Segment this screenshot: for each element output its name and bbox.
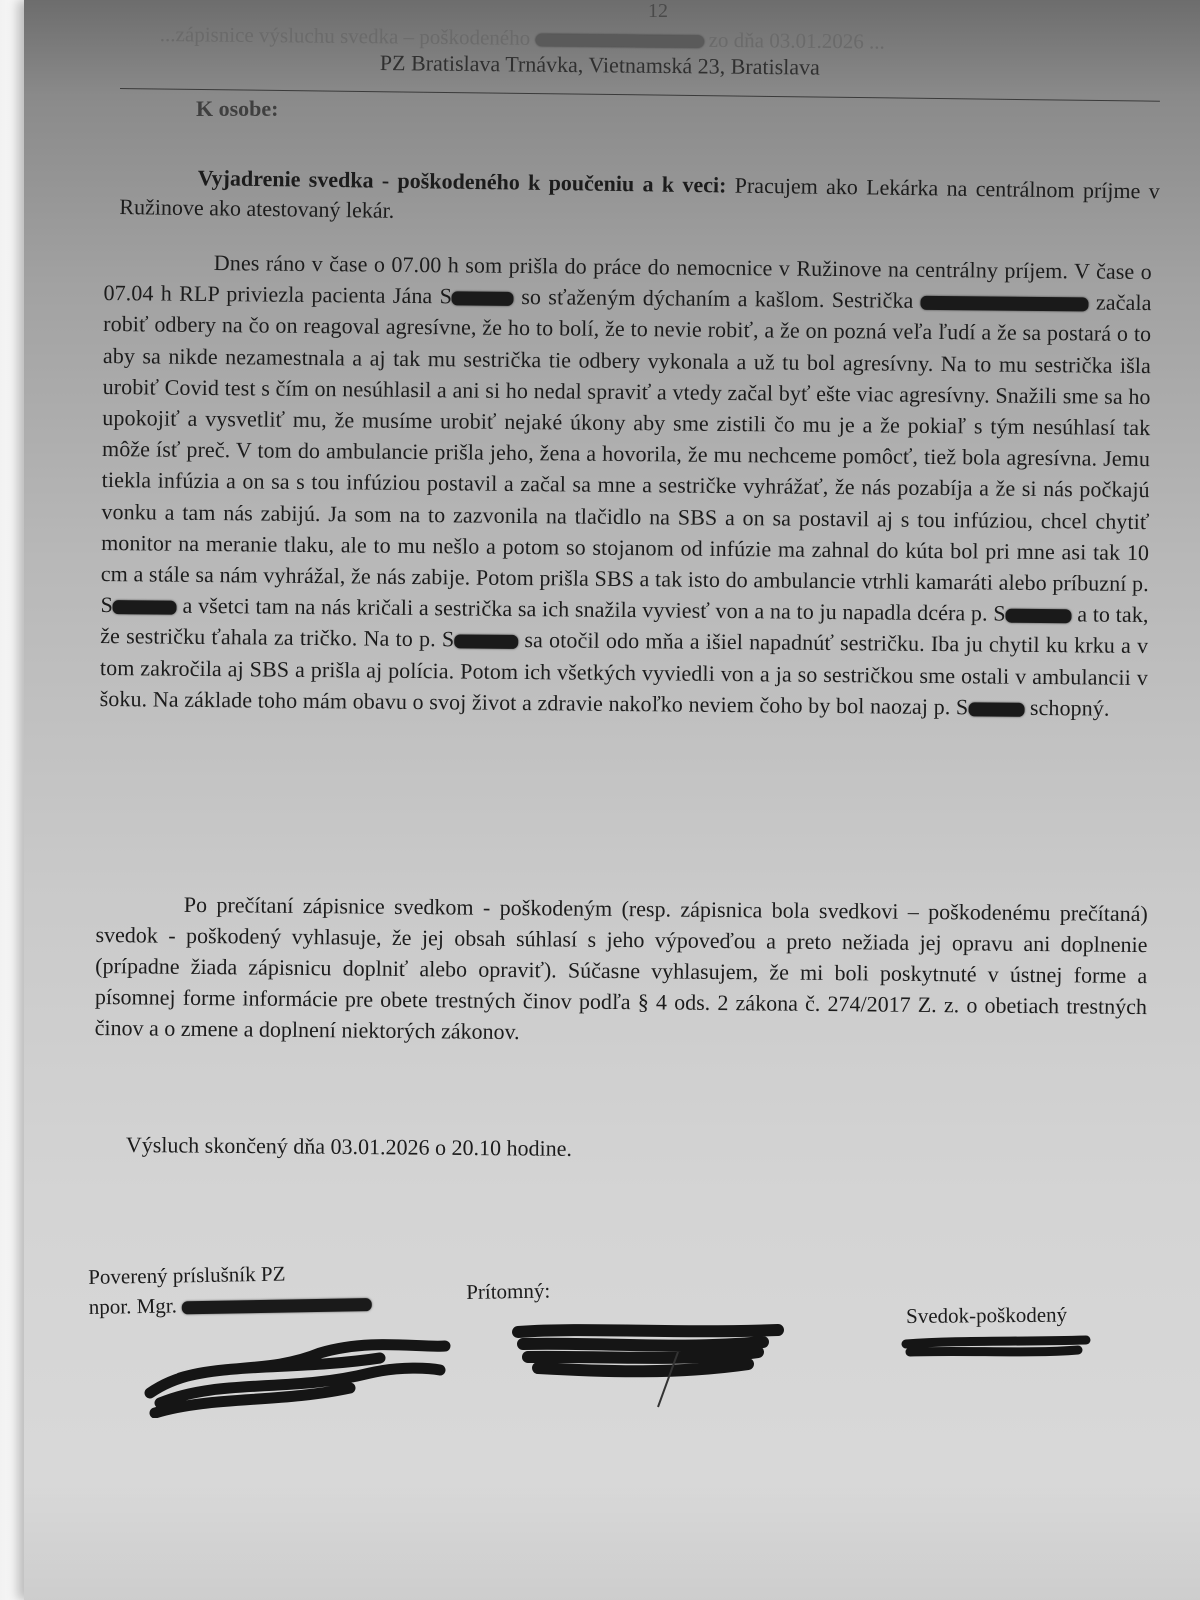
- testimony-text-1: Dnes ráno v čase o 07.00 h som prišla do práce do nemocnice v Ružinove na centrálny príjem. V čase o 07.04 h RLP priviezla pacienta Jána S: [103, 250, 1152, 309]
- header-date-text: zo dňa 03.01.2026 ...: [708, 27, 885, 54]
- testimony-text-4: a všetci tam na nás kričali a sestrička sa ich snažila vyviesť von a na to ju napadla dcéra p. S: [176, 592, 1006, 626]
- redaction-mark: [921, 296, 1089, 312]
- redaction-mark: [113, 600, 177, 615]
- section-heading: K osobe:: [196, 96, 279, 121]
- present-signature-block: [466, 1279, 550, 1305]
- redaction-mark: [454, 635, 518, 650]
- officer-name: npor. Mgr.: [88, 1293, 178, 1319]
- officer-signature-block: [88, 1257, 372, 1322]
- redaction-mark: [535, 34, 703, 48]
- witness-label: Svedok-poškodený: [906, 1302, 1068, 1328]
- witness-signature-block: [906, 1303, 1067, 1329]
- officer-title: Poverený príslušník PZ: [88, 1261, 286, 1289]
- witness-signature-scribble: [898, 1332, 1098, 1362]
- witness-testimony: [100, 246, 1152, 724]
- redaction-mark: [182, 1298, 372, 1314]
- document-header-address: PZ Bratislava Trnávka, Vietnamská 23, Bratislava: [379, 50, 821, 80]
- officer-signature-scribble: [140, 1318, 460, 1418]
- statement-intro-text: Pracujem ako Lekárka na centrálnom príjme v Ružinove ako atestovaný lekár.: [119, 172, 1160, 223]
- testimony-text-3: začala robiť odbery na čo on reagoval agresívne, že ho to bolí, že to nevie robiť, a že on pozná veľa ľudí a že sa postará o to aby sa nikde nezamestnala a aj tak mu sestrička tie odbery vykonala a už tu bol agresívny. Na to mu sestrička išla urobiť Covid test s čím on nesúhlasil a ani si ho nedal spraviť a vtedy začal byť ešte viac agresívny. Snažili sme sa ho upokojiť a vysvetliť mu, že musíme urobiť nejaké úkony aby sme zistili čo mu je a že pokiaľ s tým nesúhlasí tak môže ísť preč. V tom do ambulancie prišla jeho, žena a hovorila, že mu nechceme pomôcť, tiež bola agresívna. Jemu tiekla infúzia a on sa s tou infúziou postavil a začal sa mne a sestričke vyhrážať, že nás pozabíja a že si nás počkajú vonku a tam nás zabijú. Ja som na to zazvonila na tlačidlo na SBS a on sa postavil aj s tou infúziou, chcel chytiť monitor na meranie tlaku, ale to mu nešlo a potom so stojanom od infúzie ma zahnal do kúta bol pri mne asi tak 10 cm a stále sa nám vyhrážal, že nás zabije. Potom prišla SBS a tak isto do ambulancie vtrhli kamaráti alebo príbuzní p. S: [100, 289, 1152, 618]
- present-signature-scribble: [508, 1312, 798, 1412]
- redaction-mark: [452, 291, 514, 306]
- redaction-mark: [968, 702, 1024, 717]
- testimony-text-6: sa otočil odo mňa a išiel napadnúť sestričku. Iba ju chytil ku krku a v tom zakročila aj SBS a prišla aj polícia. Potom ich všetkých vyviedli von a ja so sestričkou sme ostali v ambulancii v šoku. Na základe toho mám obavu o svoj život a zdravie nakoľko neviem čoho by bol naozaj p. S: [99, 627, 1149, 720]
- page-shadow: [24, 1480, 1200, 1600]
- closing-declaration: Po prečítaní zápisnice svedkom - poškodeným (resp. zápisnica bola svedkovi – poškodenému prečítaná) svedok - poškodený vyhlasuje, že jej obsah súhlasí s jeho výpoveďou a preto nežiada jej opravu ani doplnenie (prípadne žiada zápisnicu doplniť alebo opraviť). Súčasne vyhlasujem, že mi boli poskytnuté v ústnej forme a písomnej forme informácie pre obete trestných činov podľa § 4 ods. 2 zákona č. 274/2017 Z. z. o obetiach trestných činov a o zmene a doplnení niektorých zákonov.: [94, 891, 1148, 1045]
- redaction-mark: [1006, 609, 1072, 624]
- present-label: Prítomný:: [466, 1278, 551, 1304]
- testimony-text-2: so sťaženým dýchaním a kašlom. Sestrička: [513, 284, 921, 314]
- header-title-text: ...zápisnice výsluchu svedka – poškodeného: [159, 22, 531, 50]
- statement-intro-heading: Vyjadrenie svedka - poškodeného k poučeniu a k veci:: [197, 165, 727, 198]
- hearing-end-line: Výsluch skončený dňa 03.01.2026 o 20.10 hodine.: [125, 1132, 573, 1161]
- testimony-text-5: a to tak, že sestričku ťahala za tričko. Na to p. S: [100, 601, 1149, 652]
- officer-name-line: [89, 1287, 373, 1322]
- testimony-text-7: schopný.: [1024, 694, 1110, 721]
- page-number: 12: [648, 0, 668, 22]
